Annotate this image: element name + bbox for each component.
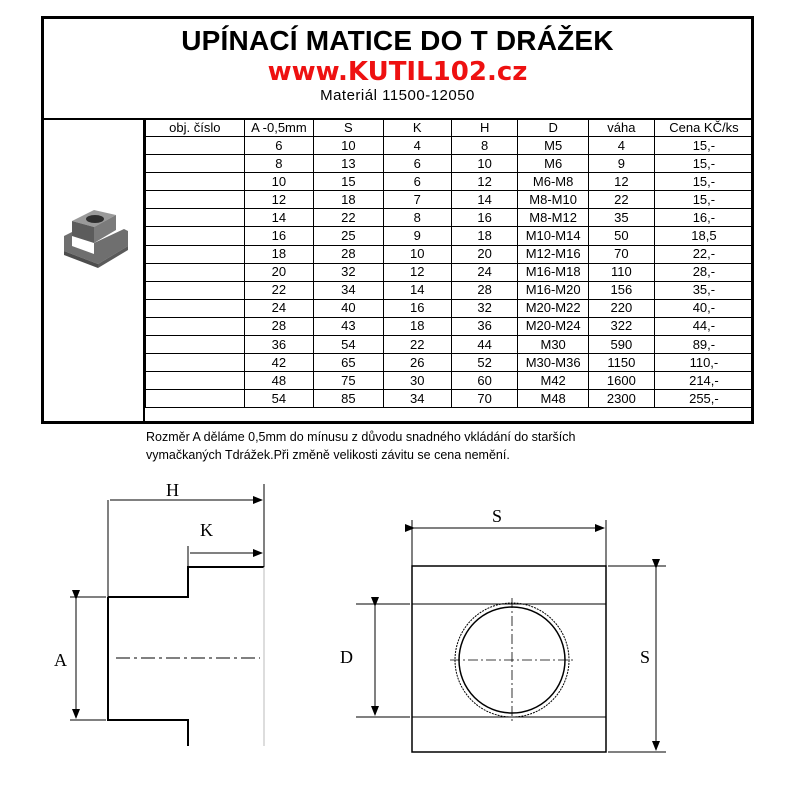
table-cell: 26 (383, 354, 451, 372)
table-cell: 18 (451, 227, 517, 245)
table-cell (146, 354, 245, 372)
note-text (146, 428, 706, 464)
table-header-row (146, 119, 754, 137)
table-cell: 16,- (654, 209, 753, 227)
table-cell: 12 (588, 173, 654, 191)
side-view (70, 484, 264, 746)
table-cell: 48 (244, 372, 314, 390)
table-cell: 20 (244, 263, 314, 281)
table-row (146, 155, 754, 173)
table-cell: 34 (314, 281, 383, 299)
table-cell: 6 (383, 155, 451, 173)
table-cell: 85 (314, 390, 383, 408)
table-row (146, 390, 754, 408)
table-cell: 15,- (654, 191, 753, 209)
table-cell: 110,- (654, 354, 753, 372)
table-row (146, 317, 754, 335)
table-cell: 60 (451, 372, 517, 390)
table-cell: 2300 (588, 390, 654, 408)
table-cell: 43 (314, 317, 383, 335)
table-cell: M12-M16 (518, 245, 589, 263)
table-cell: M6-M8 (518, 173, 589, 191)
table-cell: 20 (451, 245, 517, 263)
column-header: H (451, 119, 517, 137)
table-cell: 18,5 (654, 227, 753, 245)
table-cell: 10 (244, 173, 314, 191)
product-image-cell (44, 118, 145, 421)
table-cell: 13 (314, 155, 383, 173)
table-cell: M42 (518, 372, 589, 390)
table-row (146, 354, 754, 372)
table-row (146, 372, 754, 390)
table-cell: 15,- (654, 137, 753, 155)
table-cell: 10 (451, 155, 517, 173)
table-cell: 18 (383, 317, 451, 335)
table-cell: 54 (314, 336, 383, 354)
table-cell: 6 (244, 137, 314, 155)
table-cell (146, 191, 245, 209)
table-cell: 54 (244, 390, 314, 408)
table-cell: 28 (451, 281, 517, 299)
table-cell: 8 (383, 209, 451, 227)
table-cell: 9 (383, 227, 451, 245)
table-cell (146, 173, 245, 191)
table-cell: 22 (383, 336, 451, 354)
table-cell: 110 (588, 263, 654, 281)
label-a: A (54, 650, 67, 670)
column-header: A -0,5mm (244, 119, 314, 137)
table-cell: 4 (588, 137, 654, 155)
table-row (146, 281, 754, 299)
website-url[interactable]: www.KUTIL102.cz (267, 57, 528, 87)
nut-thread-hole (86, 215, 104, 223)
table-cell: 89,- (654, 336, 753, 354)
table-cell: 220 (588, 299, 654, 317)
table-cell (146, 390, 245, 408)
table-cell: M8-M10 (518, 191, 589, 209)
table-row (146, 137, 754, 155)
table-cell (146, 137, 245, 155)
column-header: S (314, 119, 383, 137)
t-nut-product-image (44, 118, 143, 424)
table-cell: 35,- (654, 281, 753, 299)
table-cell (146, 281, 245, 299)
table-cell: 18 (244, 245, 314, 263)
table-cell: 10 (383, 245, 451, 263)
table-cell: 14 (383, 281, 451, 299)
table-cell: 36 (244, 336, 314, 354)
table-cell: 14 (244, 209, 314, 227)
table-cell (146, 155, 245, 173)
table-cell: 8 (244, 155, 314, 173)
table-cell: M5 (518, 137, 589, 155)
table-cell: 28 (244, 317, 314, 335)
technical-drawing (0, 470, 790, 790)
table-body (146, 137, 754, 408)
table-cell (146, 372, 245, 390)
table-cell: 75 (314, 372, 383, 390)
table-cell: 6 (383, 173, 451, 191)
table-cell: 4 (383, 137, 451, 155)
table-cell: 8 (451, 137, 517, 155)
label-k: K (200, 520, 213, 540)
table-cell: 9 (588, 155, 654, 173)
table-cell: 590 (588, 336, 654, 354)
spec-sheet (41, 16, 754, 424)
table-row (146, 227, 754, 245)
table-cell: 30 (383, 372, 451, 390)
table-cell: 7 (383, 191, 451, 209)
table-cell: M30-M36 (518, 354, 589, 372)
table-cell: M48 (518, 390, 589, 408)
label-h: H (166, 480, 179, 500)
table-cell: 70 (451, 390, 517, 408)
table-row (146, 263, 754, 281)
table-cell: 255,- (654, 390, 753, 408)
table-row (146, 245, 754, 263)
table-row (146, 191, 754, 209)
table-cell: 34 (383, 390, 451, 408)
table-cell: 65 (314, 354, 383, 372)
table-cell: 10 (314, 137, 383, 155)
table-cell: 28 (314, 245, 383, 263)
table-cell (146, 299, 245, 317)
table-row (146, 209, 754, 227)
table-cell: 1150 (588, 354, 654, 372)
table-cell: 322 (588, 317, 654, 335)
table-cell (146, 227, 245, 245)
page-title: UPÍNACÍ MATICE DO T DRÁŽEK (181, 25, 614, 56)
table-cell: 40,- (654, 299, 753, 317)
table-cell (146, 245, 245, 263)
column-header: obj. číslo (146, 119, 245, 137)
table-cell: 22 (244, 281, 314, 299)
table-cell: 22 (588, 191, 654, 209)
table-cell: M10-M14 (518, 227, 589, 245)
table-row (146, 299, 754, 317)
table-cell: M20-M22 (518, 299, 589, 317)
table-cell: M6 (518, 155, 589, 173)
column-header: K (383, 119, 451, 137)
top-view (356, 520, 666, 752)
table-cell: 15 (314, 173, 383, 191)
table-cell: 28,- (654, 263, 753, 281)
table-row (146, 173, 754, 191)
table-cell: 16 (244, 227, 314, 245)
table-cell: 24 (451, 263, 517, 281)
note-line-1: Rozměr A děláme 0,5mm do mínusu z důvodu snadného vkládání do starších (146, 430, 576, 444)
table-cell (146, 317, 245, 335)
table-cell: 32 (314, 263, 383, 281)
table-cell: 40 (314, 299, 383, 317)
table-cell: 12 (451, 173, 517, 191)
side-profile-left (108, 597, 188, 746)
table-cell: 18 (314, 191, 383, 209)
table-cell: 15,- (654, 173, 753, 191)
dimensions-table (145, 118, 754, 408)
table-cell: 14 (451, 191, 517, 209)
table-cell: 50 (588, 227, 654, 245)
table-cell: 44,- (654, 317, 753, 335)
table-cell: M16-M20 (518, 281, 589, 299)
column-header: váha (588, 119, 654, 137)
table-cell: 22,- (654, 245, 753, 263)
label-d: D (340, 647, 353, 667)
table-cell: 12 (383, 263, 451, 281)
top-view-outline (412, 566, 606, 752)
label-s-right: S (640, 647, 651, 667)
table-cell: 156 (588, 281, 654, 299)
table-cell: 24 (244, 299, 314, 317)
table-cell (146, 263, 245, 281)
table-cell: 70 (588, 245, 654, 263)
table-cell: 22 (314, 209, 383, 227)
column-header: Cena KČ/ks (654, 119, 753, 137)
table-cell: 52 (451, 354, 517, 372)
material-label: Materiál 11500-12050 (320, 87, 475, 104)
label-s-top: S (492, 506, 503, 526)
column-header: D (518, 119, 589, 137)
table-cell: 44 (451, 336, 517, 354)
table-cell: 25 (314, 227, 383, 245)
table-row (146, 336, 754, 354)
table-cell: M20-M24 (518, 317, 589, 335)
side-profile-top (108, 567, 264, 597)
table-cell: 36 (451, 317, 517, 335)
table-cell: 15,- (654, 155, 753, 173)
table-cell: 42 (244, 354, 314, 372)
table-cell: M30 (518, 336, 589, 354)
table-cell: M16-M18 (518, 263, 589, 281)
table-cell: 32 (451, 299, 517, 317)
sheet-header (44, 19, 751, 120)
table-cell: 35 (588, 209, 654, 227)
table-cell (146, 336, 245, 354)
note-line-2: vymačkaných Tdrážek.Při změně velikosti závitu se cena nemění. (146, 448, 510, 462)
table-cell: 16 (383, 299, 451, 317)
table-cell: 214,- (654, 372, 753, 390)
table-cell: 16 (451, 209, 517, 227)
table-cell: M8-M12 (518, 209, 589, 227)
table-cell: 1600 (588, 372, 654, 390)
table-cell: 12 (244, 191, 314, 209)
table-cell (146, 209, 245, 227)
